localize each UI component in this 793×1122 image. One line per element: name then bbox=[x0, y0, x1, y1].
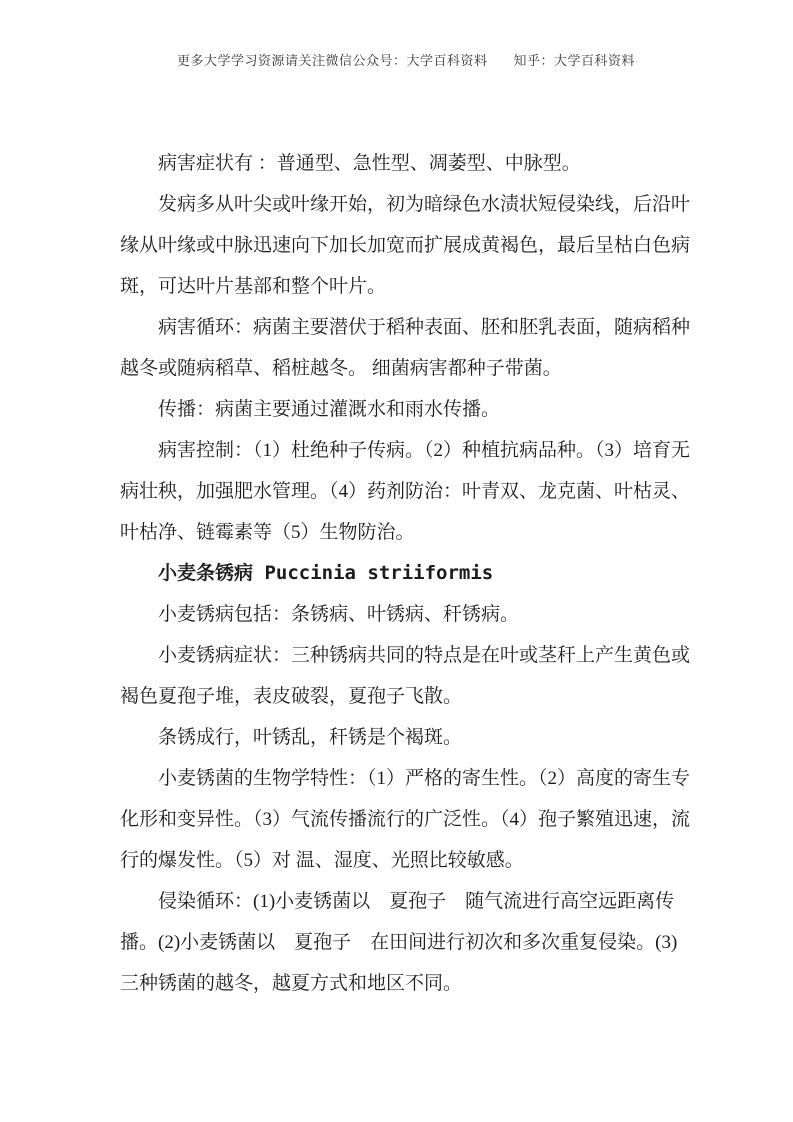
doc-line: 叶枯净、链霉素等（5）生物防治。 bbox=[120, 522, 415, 543]
doc-line: 传播：病菌主要通过灌溉水和雨水传播。 bbox=[158, 399, 501, 420]
doc-line: 病害循环：病菌主要潜伏于稻种表面、胚和胚乳表面，随病稻种 bbox=[158, 317, 691, 338]
doc-line: 侵染循环：(1)小麦锈菌以 夏孢子 随气流进行高空远距离传 bbox=[158, 891, 675, 912]
document-body bbox=[120, 141, 691, 1002]
doc-line: 三种锈菌的越冬，越夏方式和地区不同。 bbox=[120, 973, 463, 994]
header-right-text: 知乎：大学百科资料 bbox=[513, 53, 636, 68]
section-heading: 小麦条锈病 Puccinia striiformis bbox=[158, 562, 494, 584]
doc-line: 越冬或随病稻草、稻桩越冬。 细菌病害都种子带菌。 bbox=[120, 358, 562, 379]
doc-line: 病害症状有 ：普通型、急性型、凋萎型、中脉型。 bbox=[158, 153, 581, 174]
doc-line: 病壮秧，加强肥水管理。（4）药剂防治：叶青双、龙克菌、叶枯灵、 bbox=[120, 481, 691, 502]
doc-line: 发病多从叶尖或叶缘开始，初为暗绿色水渍状短侵染线，后沿叶 bbox=[158, 194, 691, 215]
doc-line: 病害控制：（1）杜绝种子传病。（2）种植抗病品种。（3）培育无 bbox=[158, 440, 691, 461]
doc-line: 行的爆发性。（5）对 温、湿度、光照比较敏感。 bbox=[120, 850, 524, 871]
doc-line: 斑，可达叶片基部和整个叶片。 bbox=[120, 276, 387, 297]
doc-line: 条锈成行，叶锈乱，秆锈是个褐斑。 bbox=[158, 727, 463, 748]
doc-line: 化形和变异性。（3）气流传播流行的广泛性。（4）孢子繁殖迅速，流 bbox=[120, 809, 691, 830]
doc-line: 小麦锈病症状：三种锈病共同的特点是在叶或茎秆上产生黄色或 bbox=[158, 645, 691, 666]
page-header bbox=[177, 50, 635, 69]
doc-line: 褐色夏孢子堆，表皮破裂，夏孢子飞散。 bbox=[120, 686, 463, 707]
doc-line: 缘从叶缘或中脉迅速向下加长加宽而扩展成黄褐色，最后呈枯白色病 bbox=[120, 235, 691, 256]
doc-line: 小麦锈菌的生物学特性：（1）严格的寄生性。（2）高度的寄生专 bbox=[158, 768, 691, 789]
header-left-text: 更多大学学习资源请关注微信公众号：大学百科资料 bbox=[177, 53, 488, 68]
doc-line: 小麦锈病包括：条锈病、叶锈病、秆锈病。 bbox=[158, 604, 520, 625]
doc-line: 播。(2)小麦锈菌以 夏孢子 在田间进行初次和多次重复侵染。(3) bbox=[120, 932, 678, 953]
